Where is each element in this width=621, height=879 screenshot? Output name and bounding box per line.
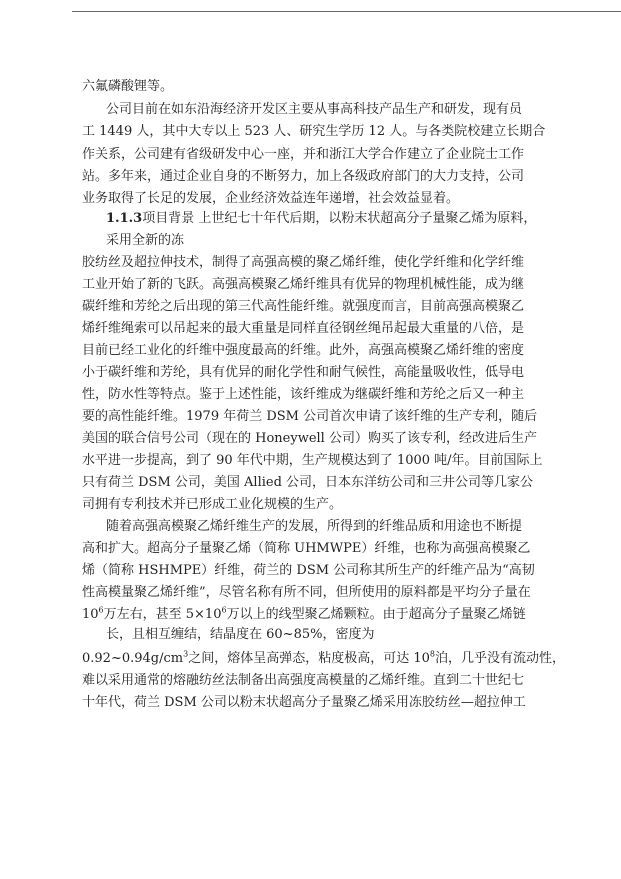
superscript: 3 [183,649,189,659]
text-line: 作关系，公司建有省级研发中心一座，并和浙江大学合作建立了企业院士工作 [82,147,525,162]
superscript: 6 [98,605,104,615]
text-line: 性高模量聚乙烯纤维”，尽管名称有所不同，但所使用的原料都是平均分子量在 [82,585,531,600]
text-segment: 万左右，甚至 5×10 [103,607,222,622]
text-line: 难以采用通常的熔融纺丝法制备出高强度高模量的乙烯纤维。直到二十世纪七 [82,673,525,688]
text-line: 胶纺丝及超拉伸技术，制得了高强高模的聚乙烯纤维，使化学纤维和化学纤维 [82,255,525,270]
section-heading-line [106,211,576,227]
text-line: 目前已经工业化的纤维中强度最高的纤维。此外，高强高模聚乙烯纤维的密度 [82,343,525,358]
section-heading-text: 项目背景 上世纪七十年代后期，以粉末状超高分子量聚乙烯为原料， [142,211,537,226]
text-segment: 之间，熔体呈高弹态，粘度极高，可达 10 [188,651,430,666]
text-line: 只有荷兰 DSM 公司，美国 Allied 公司，日本东洋纺公司和三井公司等几家公 [82,475,534,490]
superscript: 8 [429,649,435,659]
text-segment: 10 [82,607,99,622]
text-segment: 0.92~0.94g/cm [82,651,184,666]
section-number: 1.1.3 [106,211,143,226]
header-rule [72,11,621,12]
text-line: 十年代，荷兰 DSM 公司以粉末状超高分子量聚乙烯采用冻胶纺丝—超拉伸工 [82,695,526,710]
text-segment: 泊，几乎没有流动性， [434,651,565,666]
text-line: 烯（简称 HSHMPE）纤维，荷兰的 DSM 公司称其所生产的纤维产品为“高韧 [82,563,535,578]
text-line-with-superscript [82,649,565,667]
text-line: 长，且相互缠结，结晶度在 60~85%，密度为 [106,627,375,642]
text-line: 水平进一步提高，到了 90 年代中期，生产规模达到了 1000 吨/年。目前国际上 [82,453,543,468]
text-line: 烯纤维绳索可以吊起来的最大重量是同样直径钢丝绳吊起最大重量的八倍，是 [82,321,525,336]
text-line: 要的高性能纤维。1979 年荷兰 DSM 公司首次申请了该纤维的生产专利，随后 [82,409,538,424]
text-line: 司拥有专利技术并已形成工业化规模的生产。 [82,497,343,512]
text-segment: 万以上的线型聚乙烯颗粒。由于超高分子量聚乙烯链 [226,607,526,622]
text-line: 小于碳纤维和芳纶，具有优异的耐化学性和耐气候性，高能量吸收性，低导电 [82,365,525,380]
text-line: 美国的联合信号公司（现在的 Honeywell 公司）购买了该专利，经改进后生产 [82,431,537,446]
superscript: 6 [221,605,227,615]
text-line: 随着高强高模聚乙烯纤维生产的发展，所得到的纤维品质和用途也不断提 [106,519,523,534]
text-line: 工业开始了新的飞跃。高强高模聚乙烯纤维具有优异的物理机械性能，成为继 [82,277,525,292]
text-line: 采用全新的冻 [106,233,185,248]
text-line: 碳纤维和芳纶之后出现的第三代高性能纤维。就强度而言，目前高强高模聚乙 [82,299,525,314]
text-line: 高和扩大。超高分子量聚乙烯（简称 UHMWPE）纤维，也称为高强高模聚乙 [82,541,531,556]
text-line-with-superscript [82,607,552,623]
text-line: 站。多年来，通过企业自身的不断努力，加上各级政府部门的大力支持，公司 [82,169,525,184]
text-line: 公司目前在如东沿海经济开发区主要从事高科技产品生产和研发，现有员 [106,102,523,117]
text-line: 性，防水性等特点。鉴于上述性能，该纤维成为继碳纤维和芳纶之后又一种主 [82,387,525,402]
text-line: 业务取得了长足的发展，企业经济效益连年递增，社会效益显着。 [82,191,460,206]
text-line: 六氟磷酸锂等。 [82,79,174,94]
text-line: 工 1449 人，其中大专以上 523 人、研究生学历 12 人。与各类院校建立长期合 [82,124,546,139]
